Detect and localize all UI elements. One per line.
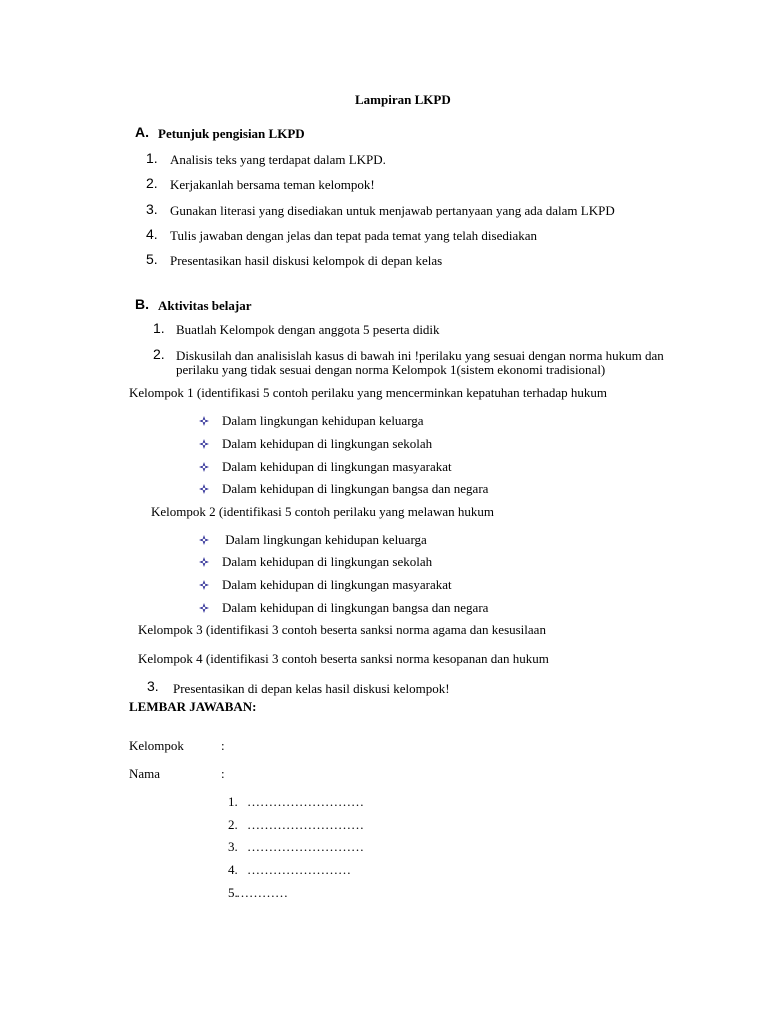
answer-sheet-heading: LEMBAR JAWABAN:	[129, 699, 257, 714]
section-b-heading: Aktivitas belajar	[158, 298, 252, 313]
section-a-item-text: Analisis teks yang terdapat dalam LKPD.	[170, 152, 386, 167]
group-4-instruction: Kelompok 4 (identifikasi 3 contoh beserta sanksi norma kesopanan dan hukum	[138, 651, 549, 666]
star-bullet-icon	[199, 535, 209, 545]
section-a-item-text: Tulis jawaban dengan jelas dan tepat pada temat yang telah disediakan	[170, 228, 538, 243]
section-b-item-num: 2.	[153, 346, 165, 362]
section-a-heading: Petunjuk pengisian LKPD	[158, 126, 305, 141]
section-a-item-num: 4.	[146, 226, 158, 242]
name-colon: :	[221, 766, 225, 781]
name-label: Nama	[129, 766, 161, 781]
answer-line-num: 1.	[228, 794, 238, 809]
group-1-instruction: Kelompok 1 (identifikasi 5 contoh perilaku yang mencerminkan kepatuhan terhadap hukum	[129, 385, 607, 400]
section-b-item-text: Diskusilah dan analisislah kasus di bawah ini !perilaku yang sesuai dengan norma hukum dan	[176, 348, 664, 363]
group-1-bullet-text: Dalam lingkungan kehidupan keluarga	[222, 413, 424, 428]
section-a-item-num: 5.	[146, 251, 158, 267]
answer-line-dots: ………………………	[247, 794, 364, 809]
star-bullet-icon	[199, 462, 209, 472]
group-2-bullet-text: Dalam kehidupan di lingkungan masyarakat	[222, 577, 452, 592]
group-2-bullet-text: Dalam kehidupan di lingkungan bangsa dan negara	[222, 600, 489, 615]
group-3-instruction: Kelompok 3 (identifikasi 3 contoh beserta sanksi norma agama dan kesusilaan	[138, 622, 546, 637]
star-bullet-icon	[199, 603, 209, 613]
star-bullet-icon	[199, 580, 209, 590]
section-a-item-num: 1.	[146, 150, 158, 166]
star-bullet-icon	[199, 557, 209, 567]
answer-line-num: 2.	[228, 817, 238, 832]
answer-line-dots: ……………………	[247, 862, 351, 877]
group-label: Kelompok	[129, 738, 184, 753]
group-1-bullet-text: Dalam kehidupan di lingkungan bangsa dan negara	[222, 481, 489, 496]
answer-line-dots: …………	[236, 885, 288, 900]
section-b-letter: B.	[135, 296, 149, 312]
group-2-instruction: Kelompok 2 (identifikasi 5 contoh perilaku yang melawan hukum	[151, 504, 494, 519]
group-2-bullet-text: Dalam lingkungan kehidupan keluarga	[222, 532, 427, 547]
section-b-item-text: Buatlah Kelompok dengan anggota 5 peserta didik	[176, 322, 440, 337]
group-2-bullet-text: Dalam kehidupan di lingkungan sekolah	[222, 554, 433, 569]
section-a-letter: A.	[135, 124, 149, 140]
answer-line-num: 3.	[228, 839, 238, 854]
section-a-item-num: 2.	[146, 175, 158, 191]
section-a-item-text: Presentasikan hasil diskusi kelompok di depan kelas	[170, 253, 443, 268]
star-bullet-icon	[199, 484, 209, 494]
group-1-bullet-text: Dalam kehidupan di lingkungan sekolah	[222, 436, 433, 451]
group-colon: :	[221, 738, 225, 753]
section-b-item-text: perilaku yang tidak sesuai dengan norma Kelompok 1(sistem ekonomi tradisional)	[176, 362, 606, 377]
section-a-item-num: 3.	[146, 201, 158, 217]
section-a-item-text: Kerjakanlah bersama teman kelompok!	[170, 177, 375, 192]
section-b-item-num: 1.	[153, 320, 165, 336]
star-bullet-icon	[199, 439, 209, 449]
answer-line-num: 4.	[228, 862, 238, 877]
page-title: Lampiran LKPD	[355, 92, 451, 107]
section-b-item-text: Presentasikan di depan kelas hasil diskusi kelompok!	[173, 681, 450, 696]
answer-line-dots: ………………………	[247, 839, 364, 854]
section-b-item-num: 3.	[147, 678, 159, 694]
star-bullet-icon	[199, 416, 209, 426]
answer-line-dots: ………………………	[247, 817, 364, 832]
answer-line-num: 5.	[228, 885, 238, 900]
section-a-item-text: Gunakan literasi yang disediakan untuk menjawab pertanyaan yang ada dalam LKPD	[170, 203, 615, 218]
group-1-bullet-text: Dalam kehidupan di lingkungan masyarakat	[222, 459, 452, 474]
